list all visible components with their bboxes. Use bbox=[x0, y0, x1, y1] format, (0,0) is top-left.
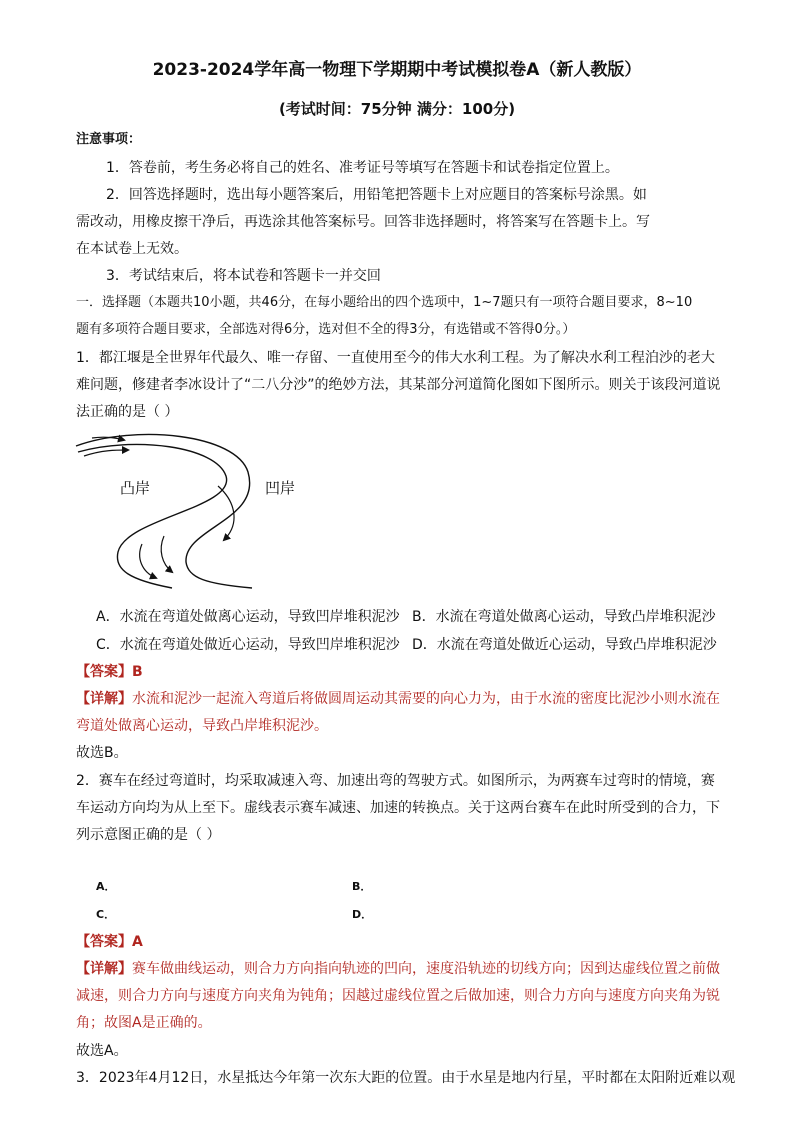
explanation-text: 水流和泥沙一起流入弯道后将做圆周运动其需要的向心力为，由于水流的密度比泥沙小则水流在 bbox=[132, 691, 720, 707]
q1-stem-line-1: 1．都江堰是全世界年代最久、唯一存留、一直使用至今的伟大水利工程。为了解决水利工程泊沙的老大 bbox=[76, 350, 715, 366]
q1-answer bbox=[76, 662, 143, 682]
flow-arrow-bend bbox=[218, 486, 234, 540]
q1-option-a: A．水流在弯道处做离心运动，导致凹岸堆积泥沙 bbox=[96, 609, 400, 625]
note-item-2-line-2: 需改动，用橡皮擦干净后，再选涂其他答案标号。回答非选择题时，将答案写在答题卡上。写 bbox=[76, 214, 650, 230]
q2-explanation-line-3: 角；故图A是正确的。 bbox=[76, 1015, 212, 1031]
q1-conclusion: 故选B。 bbox=[76, 745, 128, 761]
answer-label: 【答案】 bbox=[76, 934, 132, 950]
note-item-3: 3．考试结束后，将本试卷和答题卡一并交回 bbox=[106, 268, 381, 284]
flow-arrow-top-2 bbox=[84, 450, 128, 456]
q2-explanation-line-1 bbox=[76, 959, 720, 979]
explanation-label: 【详解】 bbox=[76, 691, 132, 707]
q2-option-d: D． bbox=[352, 908, 373, 921]
q2-stem-line-2: 车运动方向均为从上至下。虚线表示赛车减速、加速的转换点。关于这两台赛车在此时所受到的合力，下 bbox=[76, 800, 720, 816]
concave-bank-label: 凹岸 bbox=[265, 479, 296, 497]
q1-explanation-line-2: 弯道处做离心运动，导致凸岸堆积泥沙。 bbox=[76, 718, 328, 734]
flow-arrow-lower-1 bbox=[140, 544, 156, 578]
exam-info: (考试时间：75分钟 满分：100分) bbox=[278, 100, 516, 118]
convex-bank-label: 凸岸 bbox=[120, 479, 151, 497]
notes-heading: 注意事项： bbox=[76, 132, 142, 147]
q3-stem-line-1: 3．2023年4月12日，水星抵达今年第一次东大距的位置。由于水星是地内行星，平时都在太阳附近难以观 bbox=[76, 1070, 736, 1086]
concave-bank-line bbox=[76, 434, 252, 588]
q1-option-c: C．水流在弯道处做近心运动，导致凹岸堆积泥沙 bbox=[96, 637, 400, 653]
explanation-label: 【详解】 bbox=[76, 961, 132, 977]
page-title: 2023-2024学年高一物理下学期期中考试模拟卷A（新人教版） bbox=[152, 60, 642, 80]
answer-value: A bbox=[132, 934, 143, 950]
q2-conclusion: 故选A。 bbox=[76, 1043, 128, 1059]
section-heading-line-1: 一．选择题（本题共10小题，共46分，在每小题给出的四个选项中，1~7题只有一项符合题目要求，8~10 bbox=[76, 295, 693, 310]
answer-value: B bbox=[132, 664, 143, 680]
q1-stem-line-2: 难问题，修建者李冰设计了“二八分沙”的绝妙方法，其某部分河道简化图如下图所示。则关于该段河道说 bbox=[76, 377, 721, 393]
q2-stem-line-3: 列示意图正确的是（ ） bbox=[76, 827, 221, 843]
note-item-1: 1．答卷前，考生务必将自己的姓名、准考证号等填写在答题卡和试卷指定位置上。 bbox=[106, 160, 619, 176]
q1-explanation-line-1 bbox=[76, 689, 720, 709]
q2-explanation-line-2: 减速，则合力方向与速度方向夹角为钝角；因越过虚线位置之后做加速，则合力方向与速度方向夹角为锐 bbox=[76, 988, 720, 1004]
q2-stem-line-1: 2．赛车在经过弯道时，均采取减速入弯、加速出弯的驾驶方式。如图所示，为两赛车过弯时的情境，赛 bbox=[76, 773, 715, 789]
q2-answer bbox=[76, 932, 143, 952]
section-heading-line-2: 题有多项符合题目要求，全部选对得6分，选对但不全的得3分，有选错或不答得0分。） bbox=[76, 322, 576, 337]
q2-option-b: B． bbox=[352, 880, 372, 893]
note-item-2-line-1: 2．回答选择题时，选出每小题答案后，用铅笔把答题卡上对应题目的答案标号涂黑。如 bbox=[106, 187, 647, 203]
q1-option-d: D．水流在弯道处做近心运动，导致凸岸堆积泥沙 bbox=[412, 637, 717, 653]
convex-bank-line bbox=[78, 444, 227, 588]
note-item-2-line-3: 在本试卷上无效。 bbox=[76, 241, 188, 257]
q1-option-b: B．水流在弯道处做离心运动，导致凸岸堆积泥沙 bbox=[412, 609, 716, 625]
flow-arrow-lower-2 bbox=[161, 536, 172, 572]
river-bend-diagram bbox=[76, 428, 316, 608]
q2-option-a: A． bbox=[96, 880, 116, 893]
answer-label: 【答案】 bbox=[76, 664, 132, 680]
q1-stem-line-3: 法正确的是（ ） bbox=[76, 404, 179, 420]
explanation-text: 赛车做曲线运动，则合力方向指向轨迹的凹向，速度沿轨迹的切线方向；因到达虚线位置之前做 bbox=[132, 961, 720, 977]
q2-option-c: C． bbox=[96, 908, 116, 921]
